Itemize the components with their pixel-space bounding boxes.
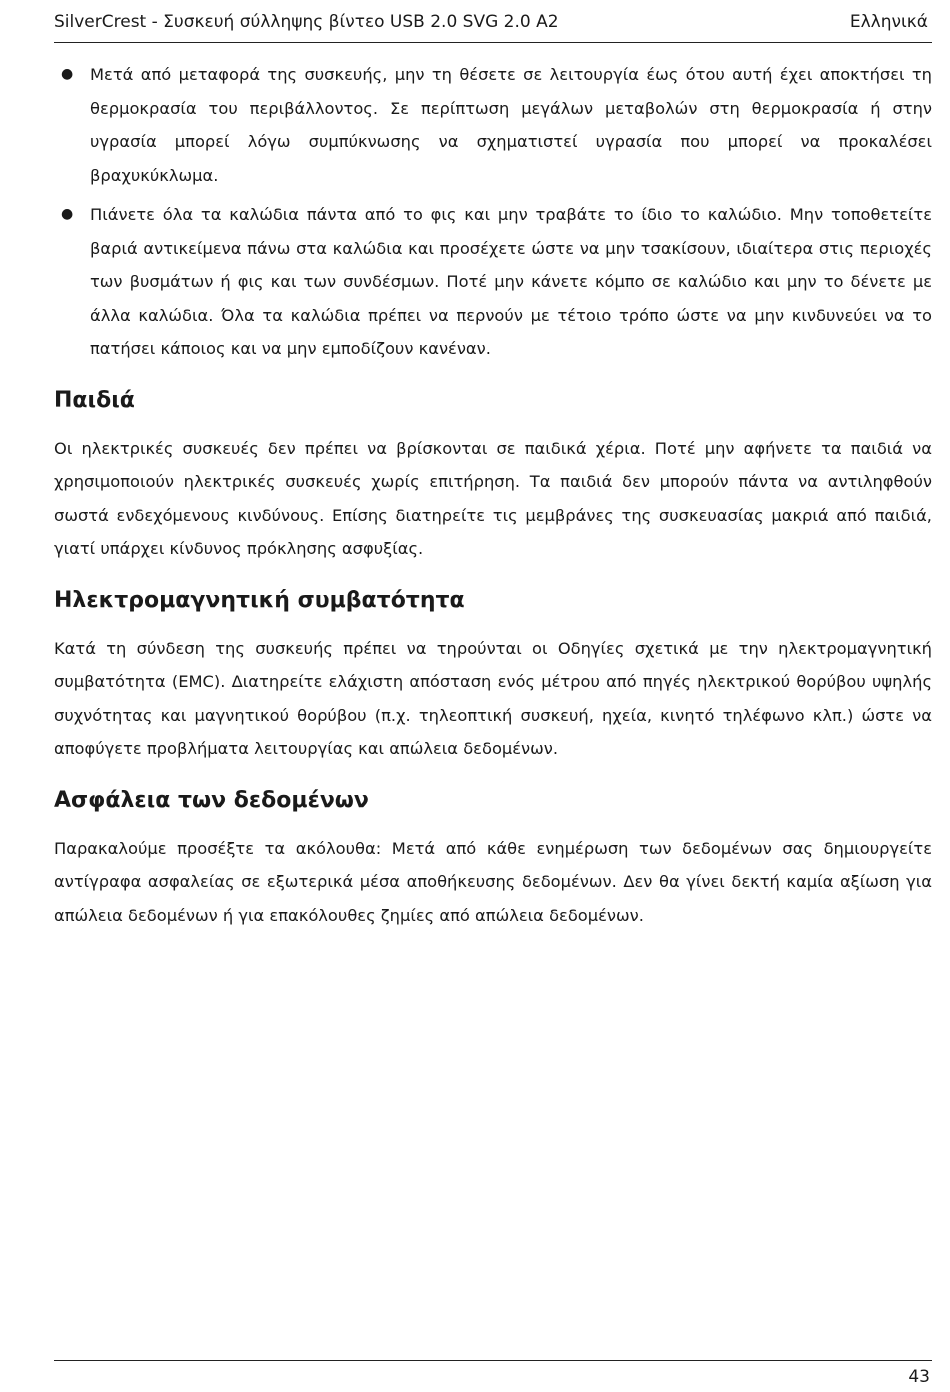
bullet-icon: ●: [61, 206, 74, 222]
bullet-text: Πιάνετε όλα τα καλώδια πάντα από το φις και μην τραβάτε το ίδιο το καλώδιο. Μην τοποθετείτε βαριά αντικείμενα πάνω στα καλώδια και προσέχετε ώστε να μην τσακίσουν, ιδιαίτερα στις περιοχές των βυσμάτων ή φις και των συνδέσμων. Ποτέ μην κάνετε κόμπο σε καλώδιο και μην το δένετε με άλλα καλώδια. Όλα τα καλώδια πρέπει να περνούν με τέτοιο τρόπο ώστε να μην κινδυνεύει να το πατήσει κάποιος και να μην εμποδίζουν κανέναν.: [90, 205, 932, 358]
bullet-icon: ●: [61, 66, 74, 82]
section-heading-children: Παιδιά: [54, 387, 135, 413]
bullet-text: Μετά από μεταφορά της συσκευής, μην τη θέσετε σε λειτουργία έως ότου αυτή έχει αποκτήσει τη θερμοκρασία του περιβάλλοντος. Σε περίπτωση μεγάλων μεταβολών στη θερμοκρασία ή στην υγρασία μπορεί λόγω συμπύκνωσης να σχηματιστεί υγρασία που μπορεί να προκαλέσει βραχυκύκλωμα.: [90, 65, 932, 185]
bullet-list: [54, 58, 932, 366]
page-number: 43: [908, 1367, 930, 1387]
section-text-emc: Κατά τη σύνδεση της συσκευής πρέπει να τηρούνται οι Οδηγίες σχετικά με την ηλεκτρομαγνητική συμβατότητα (EMC). Διατηρείτε ελάχιστη απόσταση ενός μέτρου από πηγές ηλεκτρικού θορύβου υψηλής συχνότητας και μαγνητικού θορύβου (π.χ. τηλεοπτική συσκευή, ηχεία, κινητό τηλέφωνο κλπ.) ώστε να αποφύγετε προβλήματα λειτουργίας και απώλεια δεδομένων.: [54, 638, 932, 758]
page-footer: [54, 1360, 932, 1391]
bullet-item: [54, 58, 932, 192]
page-header: [54, 8, 932, 43]
section-heading-emc: Ηλεκτρομαγνητική συμβατότητα: [54, 587, 465, 613]
bullet-item: [54, 198, 932, 366]
section-text-children: Οι ηλεκτρικές συσκευές δεν πρέπει να βρίσκονται σε παιδικά χέρια. Ποτέ μην αφήνετε τα παιδιά να χρησιμοποιούν ηλεκτρικές συσκευές χωρίς επιτήρηση. Τα παιδιά δεν μπορούν πάντα να αντιληφθούν σωστά ενδεχόμενους κινδύνους. Επίσης διατηρείτε τις μεμβράνες της συσκευασίας μακριά από παιδιά, γιατί υπάρχει κίνδυνος πρόκλησης ασφυξίας.: [54, 438, 932, 558]
page-content: [54, 58, 932, 942]
document-title: SilverCrest - Συσκευή σύλληψης βίντεο USB 2.0 SVG 2.0 A2: [54, 12, 559, 32]
section-text-data-safety: Παρακαλούμε προσέξτε τα ακόλουθα: Μετά από κάθε ενημέρωση των δεδομένων σας δημιουργείτε αντίγραφα ασφαλείας σε εξωτερικά μέσα αποθήκευσης δεδομένων. Δεν θα γίνει δεκτή καμία αξίωση για απώλεια δεδομένων ή για επακόλουθες ζημίες από απώλεια δεδομένων.: [54, 838, 932, 925]
section-heading-data-safety: Ασφάλεια των δεδομένων: [54, 787, 369, 813]
language-label: Ελληνικά: [849, 12, 928, 32]
